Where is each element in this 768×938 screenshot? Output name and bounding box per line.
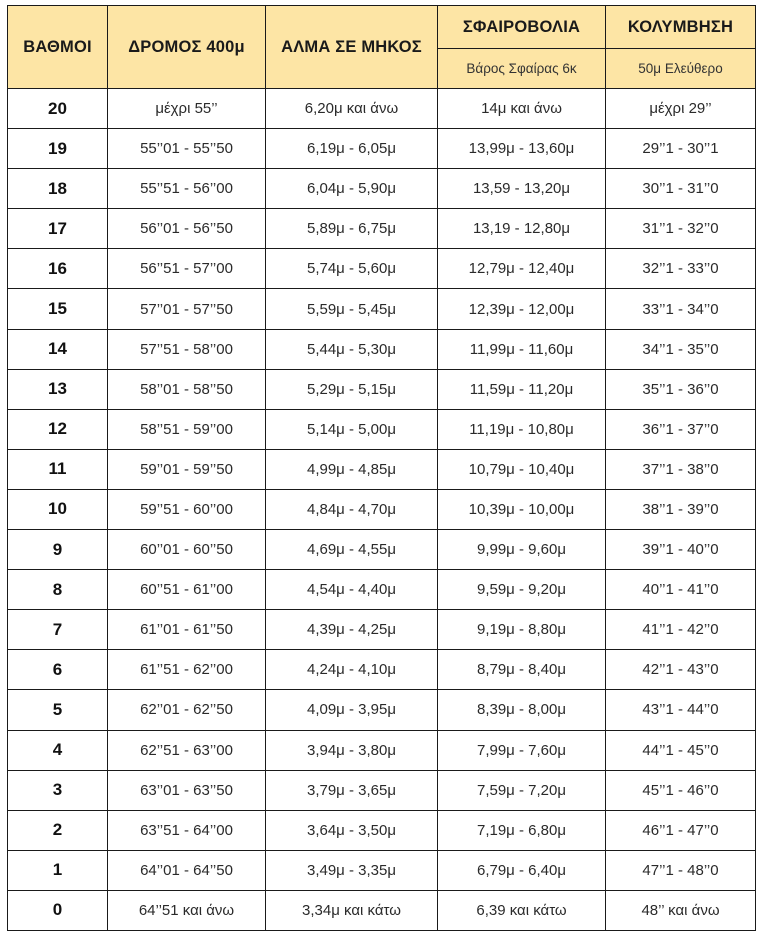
table-row	[8, 89, 756, 129]
cell-swim: 30’’1 - 31’’0	[606, 169, 756, 209]
cell-swim: 35’’1 - 36’’0	[606, 369, 756, 409]
cell-run: μέχρι 55’’	[108, 89, 266, 129]
cell-jump: 4,39μ - 4,25μ	[266, 610, 438, 650]
cell-swim: 39’’1 - 40’’0	[606, 530, 756, 570]
cell-shot: 11,19μ - 10,80μ	[438, 409, 606, 449]
cell-jump: 3,64μ - 3,50μ	[266, 810, 438, 850]
cell-grade: 7	[8, 610, 108, 650]
cell-run: 60’’51 - 61’’00	[108, 570, 266, 610]
cell-grade: 10	[8, 489, 108, 529]
table-row	[8, 810, 756, 850]
header-swim-sub: 50μ Ελεύθερο	[606, 49, 756, 89]
cell-shot: 8,79μ - 8,40μ	[438, 650, 606, 690]
cell-grade: 9	[8, 530, 108, 570]
header-swim: ΚΟΛΥΜΒΗΣΗ	[606, 6, 756, 49]
cell-swim: μέχρι 29’’	[606, 89, 756, 129]
cell-shot: 9,99μ - 9,60μ	[438, 530, 606, 570]
cell-run: 57’’01 - 57’’50	[108, 289, 266, 329]
cell-grade: 8	[8, 570, 108, 610]
cell-grade: 1	[8, 850, 108, 890]
cell-swim: 34’’1 - 35’’0	[606, 329, 756, 369]
cell-shot: 11,59μ - 11,20μ	[438, 369, 606, 409]
cell-grade: 11	[8, 449, 108, 489]
table-row	[8, 570, 756, 610]
cell-shot: 12,79μ - 12,40μ	[438, 249, 606, 289]
grading-table	[7, 5, 756, 931]
table-row	[8, 329, 756, 369]
cell-run: 60’’01 - 60’’50	[108, 530, 266, 570]
cell-run: 63’’01 - 63’’50	[108, 770, 266, 810]
cell-jump: 3,49μ - 3,35μ	[266, 850, 438, 890]
cell-shot: 14μ και άνω	[438, 89, 606, 129]
cell-run: 61’’51 - 62’’00	[108, 650, 266, 690]
header-row	[8, 6, 756, 49]
table-header	[8, 6, 756, 89]
table-row	[8, 850, 756, 890]
cell-jump: 3,94μ - 3,80μ	[266, 730, 438, 770]
cell-grade: 0	[8, 890, 108, 930]
cell-run: 62’’01 - 62’’50	[108, 690, 266, 730]
cell-shot: 6,39 και κάτω	[438, 890, 606, 930]
cell-swim: 46’’1 - 47’’0	[606, 810, 756, 850]
cell-grade: 14	[8, 329, 108, 369]
cell-swim: 36’’1 - 37’’0	[606, 409, 756, 449]
cell-shot: 9,59μ - 9,20μ	[438, 570, 606, 610]
cell-jump: 5,44μ - 5,30μ	[266, 329, 438, 369]
cell-grade: 19	[8, 129, 108, 169]
header-run: ΔΡΟΜΟΣ 400μ	[108, 6, 266, 89]
cell-swim: 33’’1 - 34’’0	[606, 289, 756, 329]
cell-grade: 15	[8, 289, 108, 329]
cell-jump: 4,54μ - 4,40μ	[266, 570, 438, 610]
cell-swim: 32’’1 - 33’’0	[606, 249, 756, 289]
cell-grade: 20	[8, 89, 108, 129]
cell-jump: 5,59μ - 5,45μ	[266, 289, 438, 329]
cell-shot: 11,99μ - 11,60μ	[438, 329, 606, 369]
cell-swim: 31’’1 - 32’’0	[606, 209, 756, 249]
cell-grade: 12	[8, 409, 108, 449]
cell-run: 56’’01 - 56’’50	[108, 209, 266, 249]
cell-shot: 13,19 - 12,80μ	[438, 209, 606, 249]
cell-grade: 17	[8, 209, 108, 249]
table-row	[8, 249, 756, 289]
cell-jump: 4,24μ - 4,10μ	[266, 650, 438, 690]
cell-grade: 16	[8, 249, 108, 289]
cell-swim: 47’’1 - 48’’0	[606, 850, 756, 890]
table-row	[8, 770, 756, 810]
table-row	[8, 650, 756, 690]
cell-jump: 5,29μ - 5,15μ	[266, 369, 438, 409]
table-row	[8, 449, 756, 489]
cell-run: 59’’51 - 60’’00	[108, 489, 266, 529]
cell-run: 58’’01 - 58’’50	[108, 369, 266, 409]
header-shot: ΣΦΑΙΡΟΒΟΛΙΑ	[438, 6, 606, 49]
cell-jump: 6,04μ - 5,90μ	[266, 169, 438, 209]
table-row	[8, 129, 756, 169]
cell-grade: 4	[8, 730, 108, 770]
cell-shot: 12,39μ - 12,00μ	[438, 289, 606, 329]
header-grade: ΒΑΘΜΟΙ	[8, 6, 108, 89]
table-row	[8, 690, 756, 730]
cell-swim: 45’’1 - 46’’0	[606, 770, 756, 810]
cell-grade: 2	[8, 810, 108, 850]
cell-run: 61’’01 - 61’’50	[108, 610, 266, 650]
cell-swim: 29’’1 - 30’’1	[606, 129, 756, 169]
cell-grade: 6	[8, 650, 108, 690]
table-row	[8, 489, 756, 529]
cell-jump: 4,09μ - 3,95μ	[266, 690, 438, 730]
cell-swim: 42’’1 - 43’’0	[606, 650, 756, 690]
cell-swim: 43’’1 - 44’’0	[606, 690, 756, 730]
cell-shot: 7,19μ - 6,80μ	[438, 810, 606, 850]
table-row	[8, 730, 756, 770]
cell-grade: 5	[8, 690, 108, 730]
cell-jump: 4,69μ - 4,55μ	[266, 530, 438, 570]
cell-jump: 3,79μ - 3,65μ	[266, 770, 438, 810]
table-row	[8, 169, 756, 209]
cell-grade: 18	[8, 169, 108, 209]
cell-run: 57’’51 - 58’’00	[108, 329, 266, 369]
table-row	[8, 209, 756, 249]
cell-jump: 5,74μ - 5,60μ	[266, 249, 438, 289]
table-row	[8, 369, 756, 409]
cell-run: 58’’51 - 59’’00	[108, 409, 266, 449]
cell-run: 59’’01 - 59’’50	[108, 449, 266, 489]
cell-run: 64’’51 και άνω	[108, 890, 266, 930]
cell-shot: 10,79μ - 10,40μ	[438, 449, 606, 489]
grading-table-container	[7, 5, 756, 931]
table-row	[8, 409, 756, 449]
cell-jump: 5,89μ - 6,75μ	[266, 209, 438, 249]
cell-run: 62’’51 - 63’’00	[108, 730, 266, 770]
table-row	[8, 890, 756, 930]
cell-shot: 10,39μ - 10,00μ	[438, 489, 606, 529]
cell-swim: 44’’1 - 45’’0	[606, 730, 756, 770]
header-shot-sub: Βάρος Σφαίρας 6κ	[438, 49, 606, 89]
cell-swim: 37’’1 - 38’’0	[606, 449, 756, 489]
cell-shot: 6,79μ - 6,40μ	[438, 850, 606, 890]
cell-run: 55’’51 - 56’’00	[108, 169, 266, 209]
cell-run: 63’’51 - 64’’00	[108, 810, 266, 850]
cell-jump: 4,84μ - 4,70μ	[266, 489, 438, 529]
table-body	[8, 89, 756, 931]
cell-swim: 41’’1 - 42’’0	[606, 610, 756, 650]
cell-shot: 7,99μ - 7,60μ	[438, 730, 606, 770]
header-jump: ΑΛΜΑ ΣΕ ΜΗΚΟΣ	[266, 6, 438, 89]
table-row	[8, 289, 756, 329]
cell-run: 56’’51 - 57’’00	[108, 249, 266, 289]
cell-run: 55’’01 - 55’’50	[108, 129, 266, 169]
cell-jump: 4,99μ - 4,85μ	[266, 449, 438, 489]
cell-grade: 3	[8, 770, 108, 810]
cell-grade: 13	[8, 369, 108, 409]
cell-jump: 5,14μ - 5,00μ	[266, 409, 438, 449]
cell-shot: 9,19μ - 8,80μ	[438, 610, 606, 650]
cell-run: 64’’01 - 64’’50	[108, 850, 266, 890]
table-row	[8, 530, 756, 570]
cell-jump: 6,20μ και άνω	[266, 89, 438, 129]
cell-jump: 3,34μ και κάτω	[266, 890, 438, 930]
table-row	[8, 610, 756, 650]
cell-shot: 13,99μ - 13,60μ	[438, 129, 606, 169]
cell-swim: 38’’1 - 39’’0	[606, 489, 756, 529]
cell-swim: 48’’ και άνω	[606, 890, 756, 930]
cell-swim: 40’’1 - 41’’0	[606, 570, 756, 610]
cell-shot: 13,59 - 13,20μ	[438, 169, 606, 209]
cell-shot: 7,59μ - 7,20μ	[438, 770, 606, 810]
cell-shot: 8,39μ - 8,00μ	[438, 690, 606, 730]
cell-jump: 6,19μ - 6,05μ	[266, 129, 438, 169]
